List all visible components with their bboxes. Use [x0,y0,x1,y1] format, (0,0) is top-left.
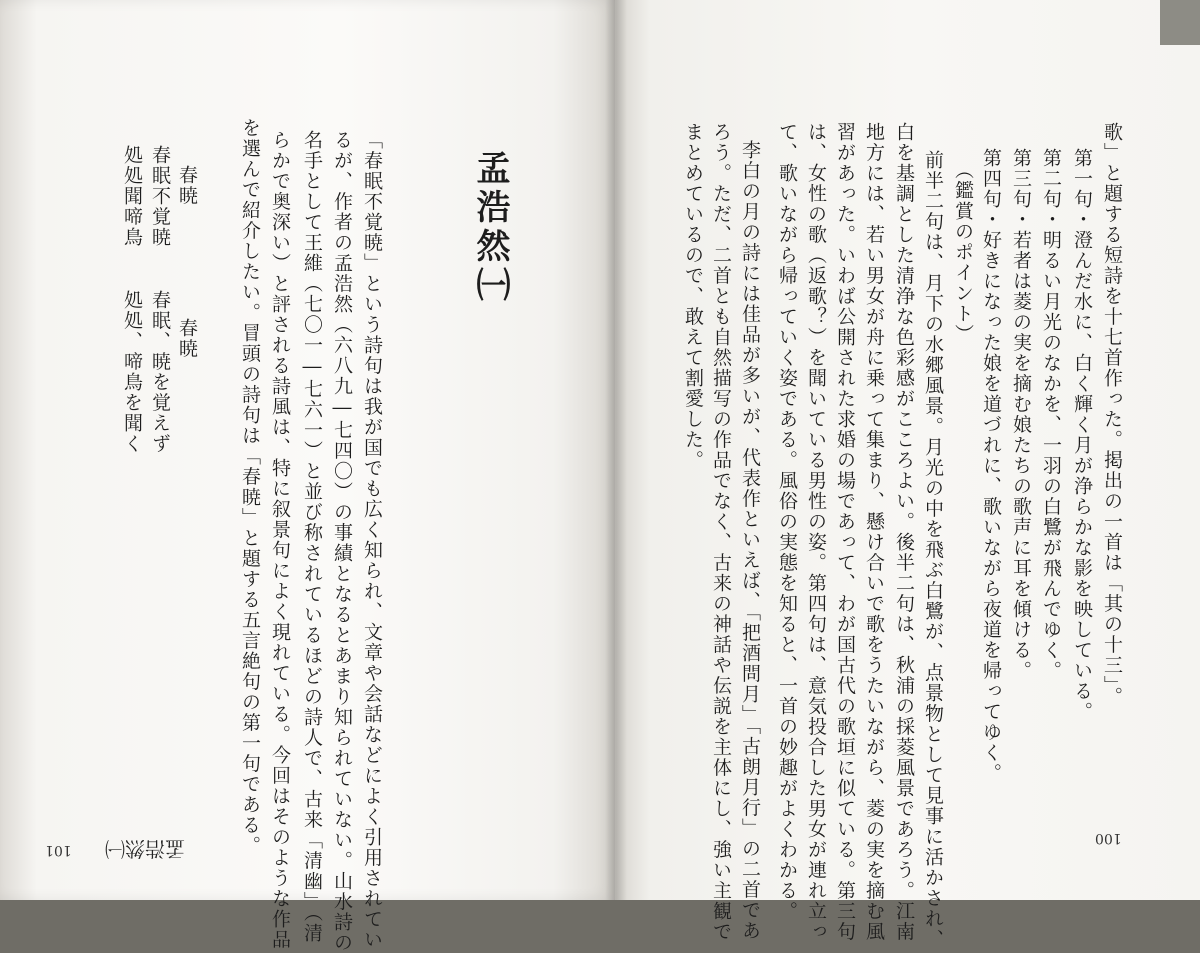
text-line: 李白の月の詩には佳品が多いが、代表作といえば、「把酒問月」「古朗月行」の二首であ [739,140,761,941]
text-line: 第四句・好きになった娘を道づれに、歌いながら夜道を帰ってゆく。 [980,148,1002,784]
text-line: まとめているので、敢えて割愛した。 [682,122,704,471]
text-line: 第一句・澄んだ水に、白く輝く月が浄らかな影を映している。 [1071,148,1093,722]
text-line: 前半二句は、月下の水郷風景。月光の中を飛ぶ白鷺が、点景物として見事に活かされ、 [922,150,944,950]
text-line: 習があった。いわば公開された求婚の場であって、わが国古代の歌垣に似ている。第三句 [834,122,856,942]
poem-reading-line: 処処、啼鳥を聞く [121,290,143,454]
text-line: 名手として王維（七〇一―七六一）と並び称されているほどの詩人で、古来「清幽」（清 [301,130,323,944]
text-line: るが、作者の孟浩然（六八九―七四〇）の事績となるとあまり知られていない。山水詩の [331,130,353,953]
running-head: 孟浩然㈠ [105,837,185,861]
text-line: ろう。ただ、二首とも自然描写の作品でなく、古来の神話や伝説を主体にし、強い主観で [710,122,732,942]
text-line: 白を基調とした清浄な色彩感がこころよい。後半二句は、秋浦の採菱風景であろう。江南 [893,122,915,942]
poem-original-line: 処処聞啼鳥 [121,145,143,248]
text-line: 「春眠不覚暁」という詩句は我が国でも広く知られ、文章や会話などによく引用されてい [361,130,383,950]
text-line: 地方には、若い男女が舟に乗って集まり、懸け合いで歌をうたいながら、菱の実を摘む風 [863,122,885,942]
text-line: らかで奥深い）と評される詩風は、特に叙景句によく現れている。今回はそのような作品 [269,130,291,950]
page-number: 101 [45,842,72,858]
section-heading: （鑑賞のポイント） [952,160,974,345]
text-line: 歌」と題する短詩を十七首作った。掲出の一首は「其の十三」。 [1101,122,1123,707]
poem-original-title: 春暁 [176,165,198,206]
right-page [615,0,1200,950]
text-line: 第二句・明るい月光のなかを、一羽の白鷺が飛んでゆく。 [1040,148,1062,681]
poem-reading-line: 春眠、暁を覚えず [149,290,171,454]
text-line: 第三句・若者は菱の実を摘む娘たちの歌声に耳を傾ける。 [1010,148,1032,681]
text-line: て、歌いながら帰っていく姿である。風俗の実態を知ると、一首の妙趣がよくわかる。 [776,122,798,922]
poem-reading-title: 春暁 [176,318,198,359]
text-line: は、女性の歌（返歌？）を聞いている男性の姿。第四句は、意気投合した男女が連れ立っ [805,122,827,942]
chapter-title: 孟浩然㈠ [470,150,510,306]
poem-original-line: 春眠不覚暁 [149,145,171,248]
text-line: を選んで紹介したい。冒頭の詩句は「春暁」と題する五言絶句の第一句である。 [239,118,261,856]
book-gutter [605,0,627,900]
page-number: 100 [1095,830,1122,846]
